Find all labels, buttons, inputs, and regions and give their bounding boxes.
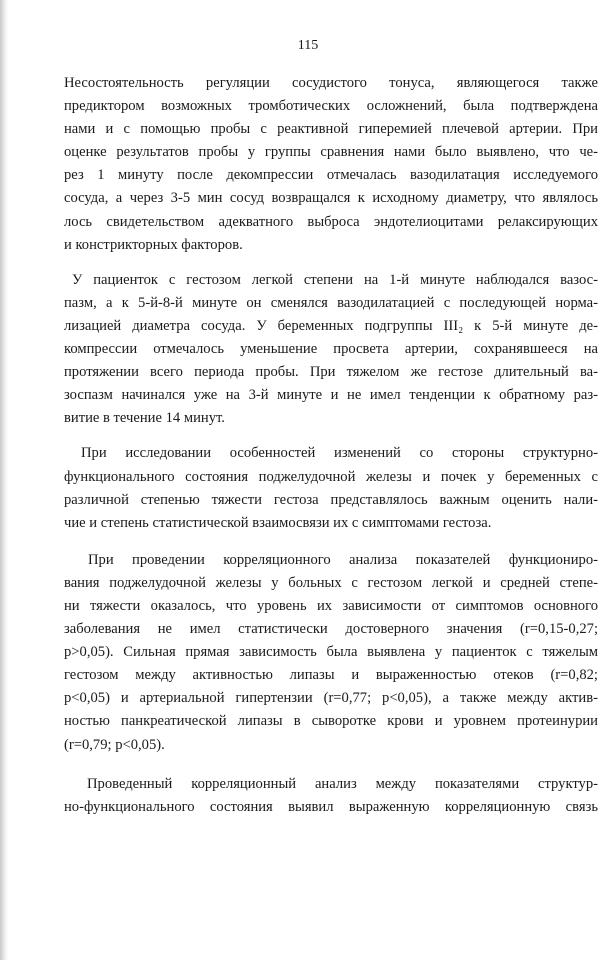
paragraph-3 bbox=[64, 442, 598, 534]
text-line: Несостоятельность регуляции сосудистого тонуса, являющегося также bbox=[64, 75, 598, 91]
text-line: протяжении всего периода пробы. При тяжелом же гестозе длительный ва- bbox=[64, 364, 598, 381]
text-line: (r=0,79; p<0,05). bbox=[64, 736, 165, 753]
text-line: компрессии отмечалось уменьшение просвета артерии, сохранявшееся на bbox=[64, 341, 598, 358]
paragraph-2 bbox=[64, 269, 598, 431]
text-line: нами и с помощью пробы с реактивной гиперемией плечевой артерии. При bbox=[64, 121, 598, 138]
text-line: Проведенный корреляционный анализ между показателями структур- bbox=[87, 775, 598, 792]
text-line: функционального состояния поджелудочной железы и почек у беременных с bbox=[64, 468, 598, 485]
text-line: лось свидетельством адекватного выброса эндотелиоцитами релаксирующих bbox=[64, 213, 598, 230]
text-line: и констрикторных факторов. bbox=[64, 236, 243, 253]
text-line: пазм, а к 5-й-8-й минуте он сменялся вазодилатацией с последующей норма- bbox=[64, 294, 598, 311]
text-line: сосуда, а через 3-5 мин сосуд возвращался к исходному диаметру, что являлось bbox=[64, 190, 598, 207]
paragraph-1 bbox=[64, 72, 598, 257]
text-line: При исследовании особенностей изменений со стороны структурно- bbox=[81, 445, 598, 462]
text-line: зоспазм начинался уже на 3-й минуте и не имел тенденции к обратному раз- bbox=[64, 387, 598, 404]
text-line: предиктором возможных тромботических осложнений, была подтверждена bbox=[64, 98, 598, 115]
text-line: рез 1 минуту после декомпрессии отмечалась вазодилатация исследуемого bbox=[64, 167, 598, 184]
text-line: чие и степень статистической взаимосвязи их с симптомами гестоза. bbox=[64, 514, 492, 531]
text-line: ни тяжести оказалось, что уровень их зависимости от симптомов основного bbox=[64, 597, 598, 614]
text-line: p>0,05). Сильная прямая зависимость была выявлена у пациенток с тяжелым bbox=[64, 644, 598, 661]
text-line: заболевания не имел статистически достоверного значения (r=0,15-0,27; bbox=[64, 621, 598, 638]
paragraph-4 bbox=[64, 549, 598, 757]
body-text bbox=[64, 72, 598, 819]
text-line: p<0,05) и артериальной гипертензии (r=0,77; p<0,05), а также между актив- bbox=[64, 690, 598, 707]
scan-edge-shadow bbox=[0, 0, 8, 960]
text-line: оценке результатов пробы у группы сравнения нами было выявлено, что че- bbox=[64, 144, 598, 161]
text-line: различной степенью тяжести гестоза представлялось важным оценить нали- bbox=[64, 491, 598, 508]
page-number: 115 bbox=[297, 38, 319, 53]
paragraph-5 bbox=[64, 773, 598, 819]
text-line: ностью панкреатической липазы в сыворотке крови и уровнем протеинурии bbox=[64, 713, 598, 730]
text-line: гестозом между активностью липазы и выраженностью отеков (r=0,82; bbox=[64, 667, 598, 684]
text-line: вания поджелудочной железы у больных с гестозом легкой и средней степе- bbox=[64, 574, 598, 591]
text-line: витие в течение 14 минут. bbox=[64, 410, 225, 427]
text-line: При проведении корреляционного анализа показателей функциониро- bbox=[88, 551, 598, 568]
text-line: У пациенток с гестозом легкой степени на 1-й минуте наблюдался вазос- bbox=[72, 271, 598, 288]
text-line: лизацией диаметра сосуда. У беременных подгруппы III₂ к 5-й минуте де- bbox=[64, 317, 598, 334]
text-line: но-функционального состояния выявил выраженную корреляционную связь bbox=[64, 798, 598, 815]
